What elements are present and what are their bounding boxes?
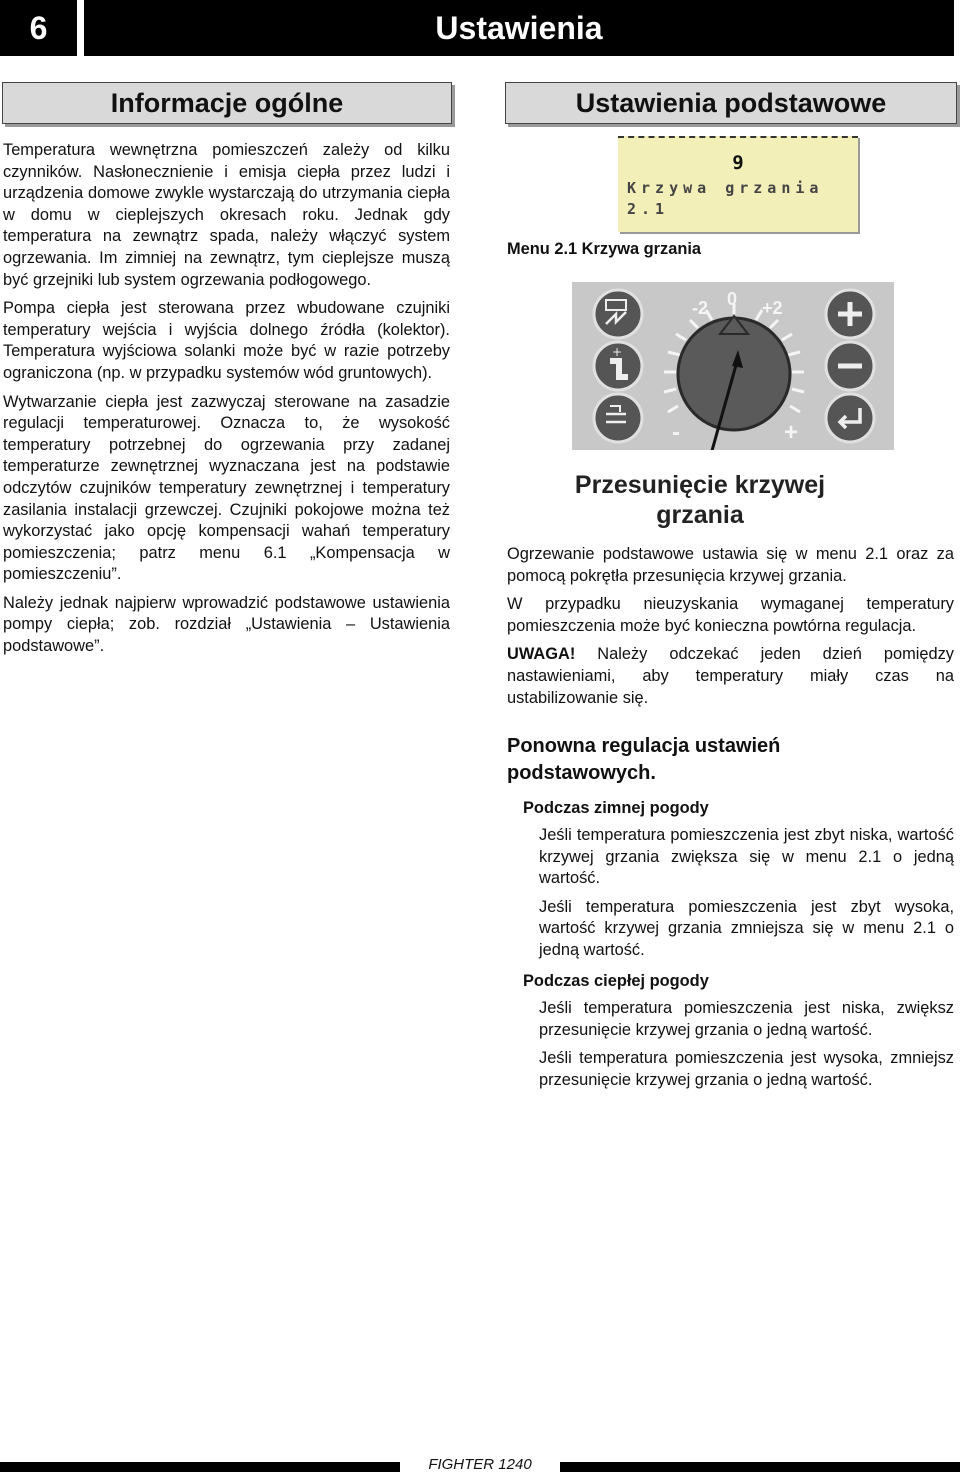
warning-text: Należy odczekać jeden dzień pomiędzy nastawieniami, aby temperatury miały czas na ustabilizowanie się.: [507, 645, 954, 707]
general-text: [3, 140, 450, 665]
basic-settings-text: [507, 544, 954, 716]
footer-model: FIGHTER 1240: [428, 1456, 532, 1473]
warning-paragraph: [507, 644, 954, 709]
panel-caption: Przesunięcie krzywej grzania: [574, 471, 826, 529]
radiator-icon: [594, 290, 642, 338]
svg-text:+: +: [612, 345, 623, 359]
lcd-value: 9: [732, 152, 744, 174]
footer-bar-left: [0, 1462, 400, 1472]
chapter-number: 6: [0, 0, 77, 56]
dial-label-minus: -: [672, 419, 680, 446]
paragraph: Pompa ciepła jest sterowana przez wbudowane czujniki temperatury wejścia i wyjścia dolnego źródła (kolektor). Temperatura wyjściowa solanki może być w razie potrzeby ograniczona (np. w przypadku systemów wód gruntowych).: [3, 299, 450, 382]
paragraph: Temperatura wewnętrzna pomieszczeń zależy od kilku czynników. Nasłonecznienie i emisja ciepła przez ludzi i urządzenia domowe zwykle wystarczają do utrzymania ciepła w domu w cieplejszych okresach roku. Jednak gdy temperatura na zewnątrz spada, należy włączyć system ogrzewania. Im zimniej na zewnątrz, tym cieplejsze muszą być grzejniki lub system ogrzewania podłogowego.: [3, 141, 450, 289]
paragraph: Jeśli temperatura pomieszczenia jest zbyt niska, wartość krzywej grzania zwiększa się w menu 2.1 o jedną wartość.: [539, 826, 954, 888]
hot-water-icon: [594, 342, 642, 390]
lcd-display: [618, 136, 858, 232]
paragraph: Ogrzewanie podstawowe ustawia się w menu 2.1 oraz za pomocą pokrętła przesunięcia krzywej grzania.: [507, 545, 954, 585]
plus-button[interactable]: [826, 290, 874, 338]
lcd-menu-code: 2.1: [627, 200, 670, 218]
chapter-title: Ustawienia: [84, 0, 954, 56]
paragraph: Należy jednak najpierw wprowadzić podstawowe ustawienia pompy ciepła; zob. rozdział „Ustawienia – Ustawienia podstawowe”.: [3, 593, 450, 656]
dial-label-minus-two: -2: [692, 298, 709, 318]
warning-label: UWAGA!: [507, 645, 576, 664]
footer-bar-right: [560, 1462, 960, 1472]
warm-weather-text: [539, 998, 954, 1098]
control-panel: [572, 282, 894, 450]
enter-button[interactable]: [826, 394, 874, 442]
heat-exchange-icon: [594, 394, 642, 442]
paragraph: Jeśli temperatura pomieszczenia jest zbyt wysoka, wartość krzywej grzania zmniejsza się w menu 2.1 o jedną wartość.: [539, 897, 954, 959]
subheading-readjust: Ponowna regulacja ustawień podstawowych.: [507, 735, 781, 784]
menu-caption: Menu 2.1 Krzywa grzania: [507, 240, 702, 258]
cold-weather-heading: Podczas zimnej pogody: [523, 799, 709, 817]
section-heading-general: Informacje ogólne: [2, 82, 452, 124]
minus-button[interactable]: [826, 342, 874, 390]
section-heading-basic: Ustawienia podstawowe: [505, 82, 957, 124]
paragraph: Jeśli temperatura pomieszczenia jest wysoka, zmniejsz przesunięcie krzywej grzania o jedną wartość.: [539, 1049, 954, 1089]
paragraph: W przypadku nieuzyskania wymaganej temperatury pomieszczenia może być konieczna powtórna regulacja.: [507, 595, 954, 635]
dial-label-plus: +: [784, 419, 799, 446]
dial-label-plus-two: +2: [762, 298, 783, 318]
lcd-menu-name: Krzywa grzania: [627, 179, 824, 197]
paragraph: Jeśli temperatura pomieszczenia jest niska, zwiększ przesunięcie krzywej grzania o jedną wartość.: [539, 999, 954, 1039]
paragraph: Wytwarzanie ciepła jest zazwyczaj sterowane na zasadzie regulacji temperaturowej. Oznacza to, że wysokość temperatury potrzebnej do ogrzewania przy zadanej temperaturze zewnętrznej wyznaczana jest na podstawie odczytów czujników temperatury zewnętrznej i temperatury zasilania instalacji grzewczej. Czujniki pokojowe można też wykorzystać jako opcję kompensacji wahań temperatury pomieszczenia; patrz menu 6.1 „Kompensacja w pomieszczeniu”.: [3, 392, 450, 584]
warm-weather-heading: Podczas ciepłej pogody: [523, 972, 709, 990]
cold-weather-text: [539, 825, 954, 969]
dial-label-zero: 0: [727, 289, 738, 309]
